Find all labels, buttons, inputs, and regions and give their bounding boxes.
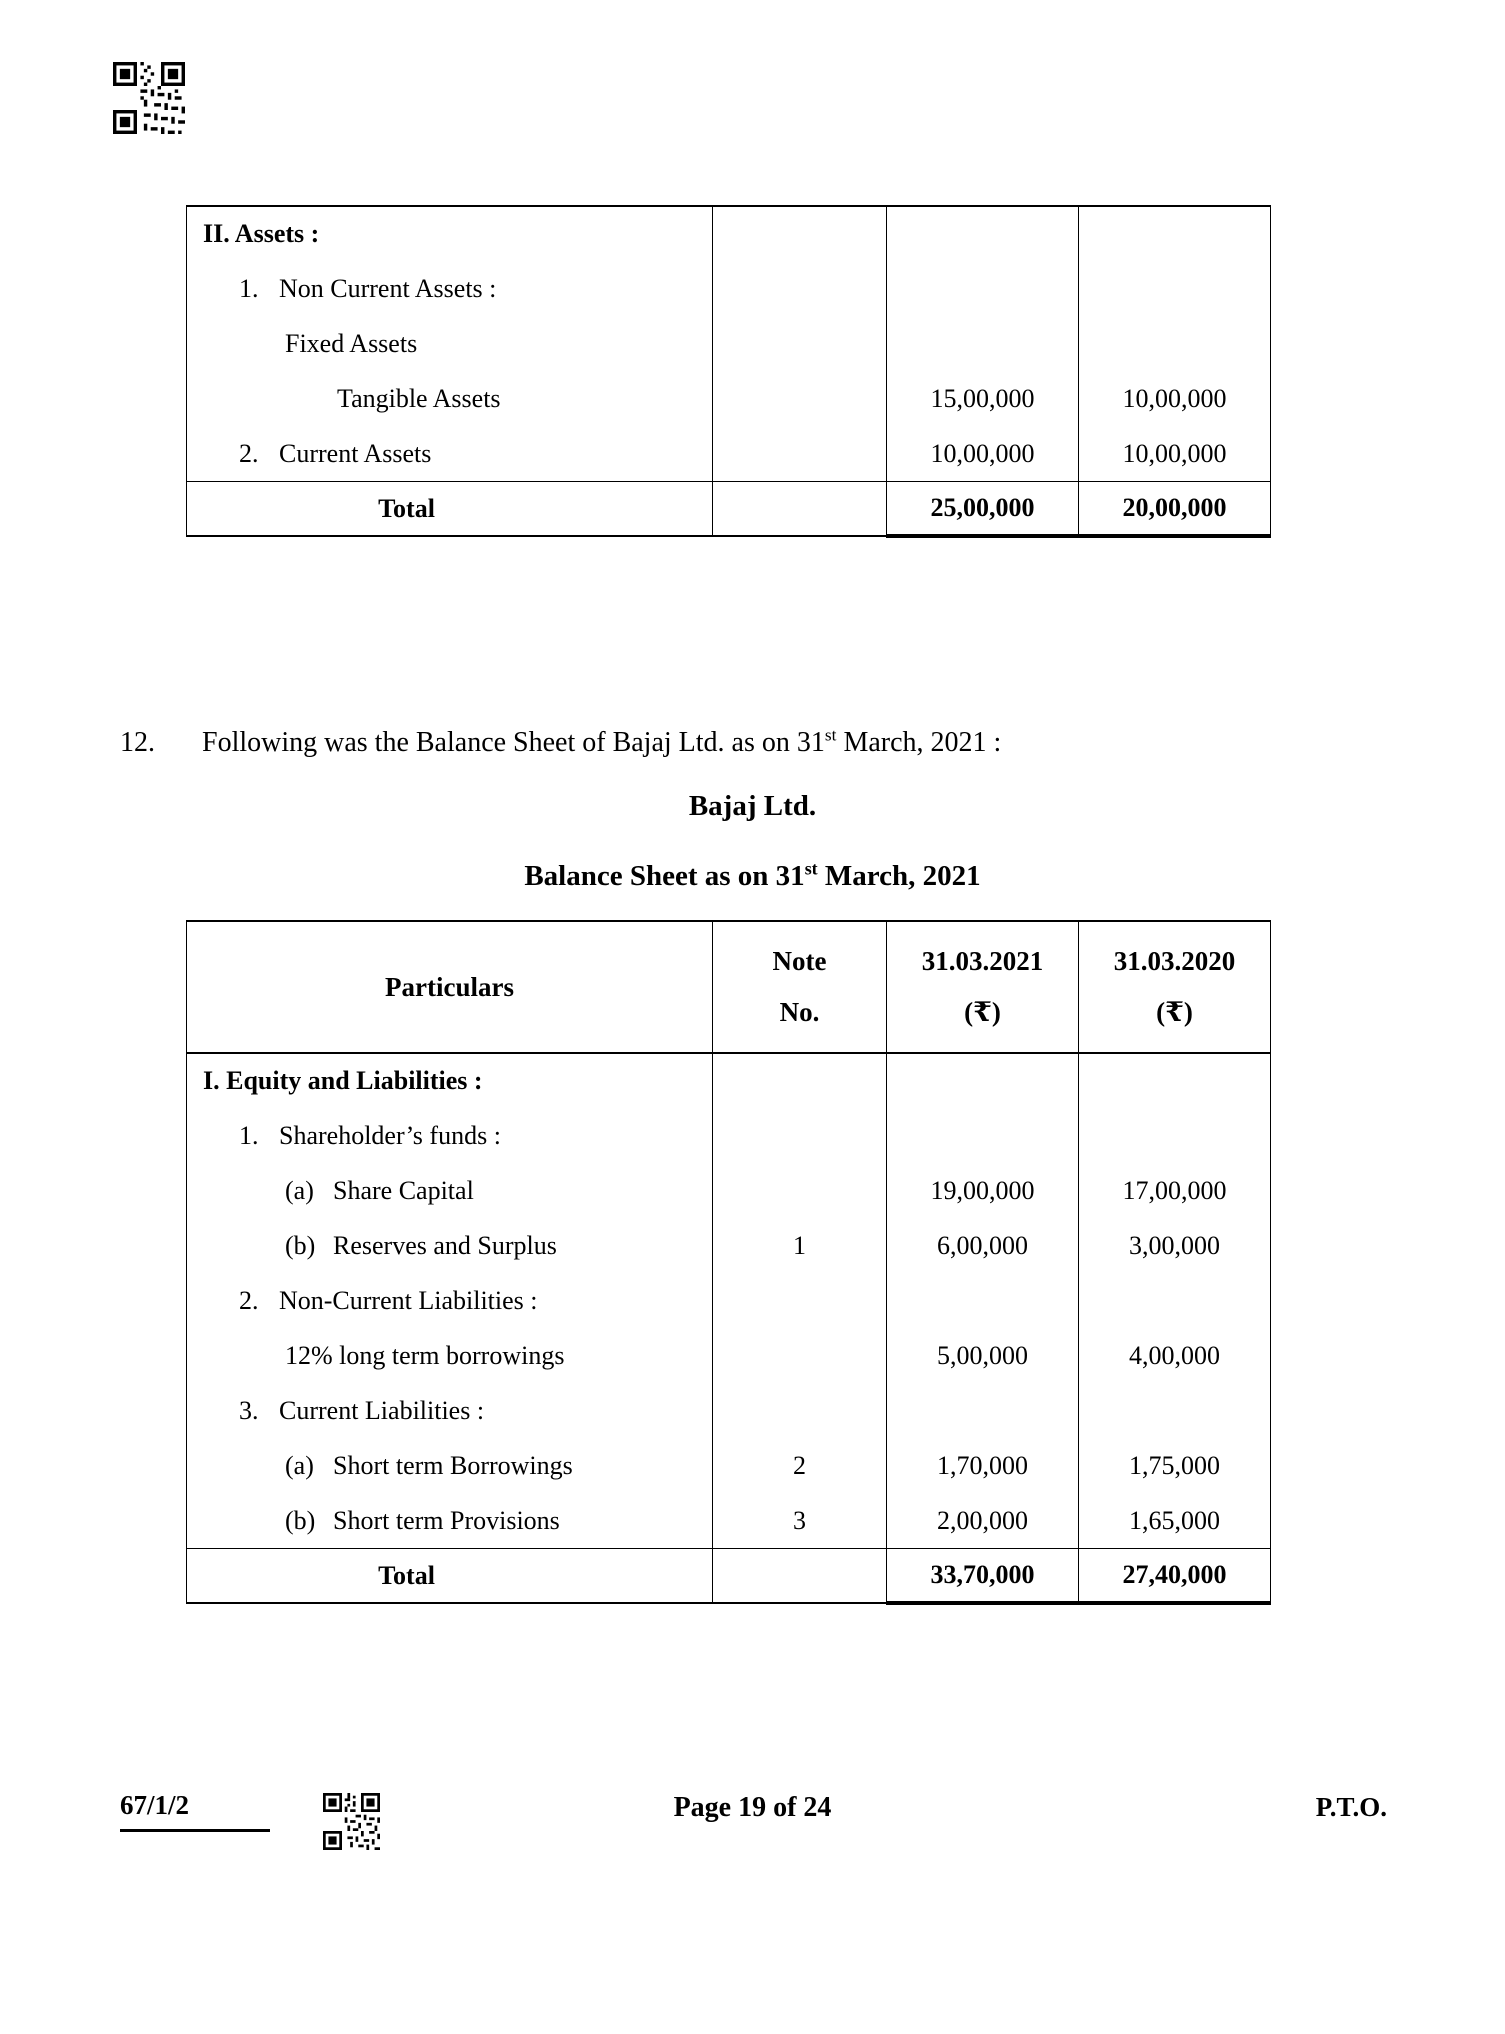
row-year2-cell: 1,75,000	[1079, 1438, 1271, 1493]
row-label-cell	[187, 1163, 713, 1218]
row-label-cell	[187, 261, 713, 316]
question-text	[202, 727, 1001, 758]
row-year1-cell	[887, 316, 1079, 371]
question-number: 12.	[120, 727, 155, 758]
row-label: Fixed Assets	[285, 328, 418, 358]
table-row	[187, 261, 1271, 316]
table-row	[187, 371, 1271, 426]
row-year1-cell	[887, 261, 1079, 316]
row-index: 3.	[239, 1395, 259, 1425]
question-text-before: Following was the Balance Sheet of Bajaj Ltd. as on 31	[202, 727, 825, 758]
row-note-cell	[713, 426, 887, 481]
table-row	[187, 1163, 1271, 1218]
row-label: Non-Current Liabilities :	[279, 1285, 538, 1315]
row-note-cell	[713, 1273, 887, 1328]
row-note-cell	[713, 1053, 887, 1108]
row-year2-cell	[1079, 206, 1271, 261]
table-row	[187, 1218, 1271, 1273]
row-label-cell	[187, 1493, 713, 1548]
row-note-cell	[713, 371, 887, 426]
row-label: Non Current Assets :	[279, 273, 497, 303]
row-year1-cell: 2,00,000	[887, 1493, 1079, 1548]
balance-sheet-table-body	[187, 921, 1271, 1603]
row-year1-cell	[887, 1108, 1079, 1163]
row-note-cell: 1	[713, 1218, 887, 1273]
total-label-cell	[187, 1548, 713, 1603]
row-note-cell	[713, 1328, 887, 1383]
row-label: 12% long term borrowings	[285, 1340, 565, 1370]
row-note-cell	[713, 316, 887, 371]
bs-title-after: March, 2021	[817, 860, 981, 892]
row-year1-cell	[887, 1273, 1079, 1328]
bs-ordinal-suffix: st	[804, 858, 818, 879]
total-year1-cell: 25,00,000	[887, 481, 1079, 536]
total-year2-cell: 20,00,000	[1079, 481, 1271, 536]
row-label-cell	[187, 1053, 713, 1108]
table-row	[187, 206, 1271, 261]
total-year2-cell: 27,40,000	[1079, 1548, 1271, 1603]
row-note-cell	[713, 1108, 887, 1163]
row-index: (b)	[285, 1230, 316, 1260]
header-note-line1: Note	[772, 945, 827, 976]
row-year2-cell: 10,00,000	[1079, 426, 1271, 481]
row-label-cell	[187, 426, 713, 481]
row-label: Share Capital	[333, 1175, 474, 1205]
row-note-cell	[713, 261, 887, 316]
table-row	[187, 1328, 1271, 1383]
row-label-cell	[187, 1328, 713, 1383]
row-note-cell: 2	[713, 1438, 887, 1493]
total-year1-cell: 33,70,000	[887, 1548, 1079, 1603]
row-year1-cell: 15,00,000	[887, 371, 1079, 426]
header-particulars: Particulars	[187, 921, 713, 1053]
row-label-cell	[187, 1218, 713, 1273]
header-year2-currency: (₹)	[1156, 997, 1193, 1027]
table-row	[187, 1438, 1271, 1493]
row-label: Short term Borrowings	[333, 1450, 573, 1480]
row-year2-cell	[1079, 1053, 1271, 1108]
row-label-cell	[187, 206, 713, 261]
table-row	[187, 426, 1271, 481]
paper-code-underline	[120, 1829, 270, 1832]
header-note-line2: No.	[779, 997, 820, 1027]
row-year2-cell: 4,00,000	[1079, 1328, 1271, 1383]
row-label: Shareholder’s funds :	[279, 1120, 501, 1150]
row-label-cell	[187, 371, 713, 426]
row-note-cell	[713, 206, 887, 261]
company-name: Bajaj Ltd.	[688, 790, 817, 822]
table-row	[187, 1493, 1271, 1548]
row-year1-cell	[887, 206, 1079, 261]
table-row	[187, 1273, 1271, 1328]
row-index: 2.	[239, 1285, 259, 1315]
row-label: Reserves and Surplus	[333, 1230, 557, 1260]
row-year1-cell: 5,00,000	[887, 1328, 1079, 1383]
row-year1-cell	[887, 1053, 1079, 1108]
assets-table-body	[187, 206, 1271, 536]
row-year2-cell: 10,00,000	[1079, 371, 1271, 426]
row-year2-cell	[1079, 1273, 1271, 1328]
header-year1-date: 31.03.2021	[921, 945, 1044, 976]
row-year1-cell	[887, 1383, 1079, 1438]
row-year2-cell	[1079, 261, 1271, 316]
row-year1-cell: 19,00,000	[887, 1163, 1079, 1218]
header-note-no	[713, 921, 887, 1053]
balance-sheet-table	[186, 920, 1271, 1605]
row-label-cell	[187, 1273, 713, 1328]
table-row	[187, 1383, 1271, 1438]
row-index: 2.	[239, 438, 259, 468]
row-index: (a)	[285, 1450, 314, 1480]
row-year1-cell: 6,00,000	[887, 1218, 1079, 1273]
row-label-cell	[187, 1438, 713, 1493]
header-year-2021	[887, 921, 1079, 1053]
row-label: Short term Provisions	[333, 1505, 560, 1535]
row-year2-cell: 17,00,000	[1079, 1163, 1271, 1218]
pto-label: P.T.O.	[1315, 1792, 1387, 1822]
table-row	[187, 1108, 1271, 1163]
row-year1-cell: 1,70,000	[887, 1438, 1079, 1493]
question-text-after: March, 2021 :	[836, 727, 1002, 758]
row-index: (b)	[285, 1505, 316, 1535]
row-label-cell	[187, 1108, 713, 1163]
balance-sheet-title	[0, 860, 1505, 893]
row-label: I. Equity and Liabilities :	[203, 1066, 483, 1096]
row-year1-cell: 10,00,000	[887, 426, 1079, 481]
total-label-cell	[187, 481, 713, 536]
question-12	[120, 727, 1390, 759]
table-total-row	[187, 1548, 1271, 1603]
row-note-cell	[713, 1383, 887, 1438]
row-year2-cell	[1079, 316, 1271, 371]
row-label: Current Liabilities :	[279, 1395, 485, 1425]
header-year-2020	[1079, 921, 1271, 1053]
bs-title-before: Balance Sheet as on 31	[524, 860, 805, 892]
row-label-cell	[187, 1383, 713, 1438]
assets-table	[186, 205, 1271, 538]
table-row	[187, 1053, 1271, 1108]
row-index: 1.	[239, 273, 259, 303]
row-year2-cell: 3,00,000	[1079, 1218, 1271, 1273]
row-index: 1.	[239, 1120, 259, 1150]
table-row	[187, 316, 1271, 371]
qr-code-top	[113, 62, 185, 134]
row-note-cell	[713, 1163, 887, 1218]
row-year2-cell	[1079, 1383, 1271, 1438]
row-label: II. Assets :	[203, 219, 320, 249]
row-label: Current Assets	[279, 438, 432, 468]
total-label: Total	[378, 493, 435, 523]
ordinal-suffix: st	[824, 725, 837, 745]
header-year2-date: 31.03.2020	[1113, 945, 1236, 976]
row-index: (a)	[285, 1175, 314, 1205]
row-label-cell	[187, 316, 713, 371]
header-year1-currency: (₹)	[964, 997, 1001, 1027]
row-label: Tangible Assets	[337, 383, 501, 413]
page-number: Page 19 of 24	[673, 1792, 832, 1823]
row-year2-cell: 1,65,000	[1079, 1493, 1271, 1548]
paper-code-text: 67/1/2	[120, 1790, 190, 1820]
total-label: Total	[378, 1560, 435, 1590]
row-note-cell: 3	[713, 1493, 887, 1548]
table-total-row	[187, 481, 1271, 536]
table-header-row	[187, 921, 1271, 1053]
total-note-cell	[713, 1548, 887, 1603]
total-note-cell	[713, 481, 887, 536]
row-year2-cell	[1079, 1108, 1271, 1163]
